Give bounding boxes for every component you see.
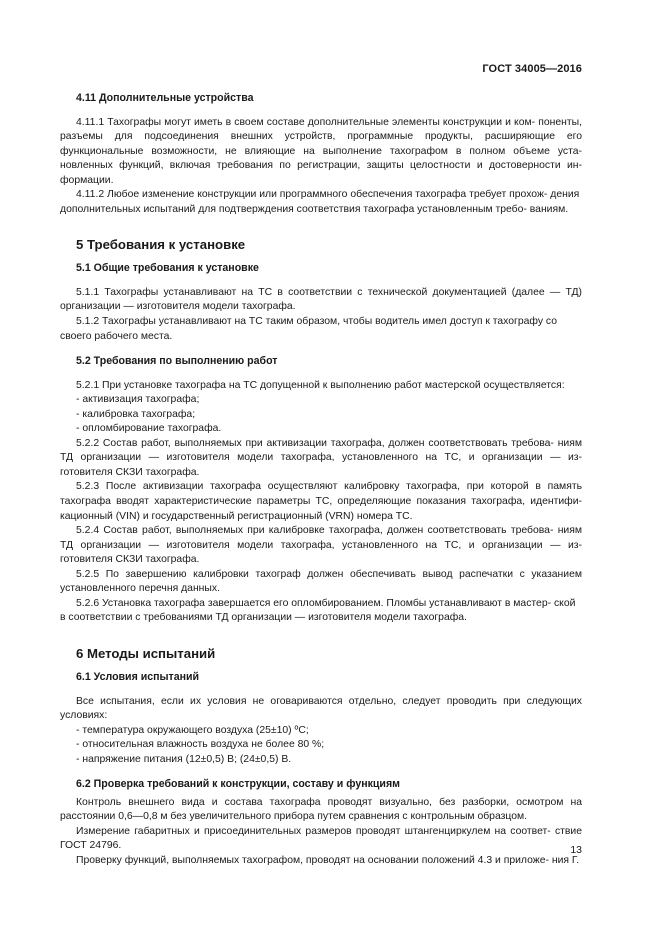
paragraph-5-2-2: 5.2.2 Состав работ, выполняемых при активизации тахографа, должен соответствовать требова- ниям ТД организации — изготовителя модели тахографа, установленного на ТС, и организации — из- готовителя СКЗИ тахографа. bbox=[60, 437, 582, 478]
paragraph-4-11-1: 4.11.1 Тахографы могут иметь в своем составе дополнительные элементы конструкции и ком- поненты, разъемы для подсоединения внешних устройств, программные продукты, расширяющие его функциональные возможности, не влияющие на выполнение тахографом в полном объеме уста- новленных функций, включая требования по регистрации, защиты целостности и достоверности ин- формации. bbox=[60, 116, 583, 186]
paragraph-5-2-4: 5.2.4 Состав работ, выполняемых при калибровке тахографа, должен соответствовать требова- ниям ТД организации — изготовителя модели тахографа, установленного на ТС, и организации — из- готовителя СКЗИ тахографа. bbox=[60, 525, 582, 566]
list-item: - калибровка тахографа; bbox=[76, 408, 196, 420]
section-6-heading: 6 Методы испытаний bbox=[76, 645, 216, 661]
section-6-2-heading: 6.2 Проверка требований к конструкции, составу и функциям bbox=[76, 778, 400, 791]
page-content bbox=[60, 91, 582, 869]
list-item: - опломбирование тахографа. bbox=[76, 423, 222, 435]
paragraph-5-1-2: 5.1.2 Тахографы устанавливают на ТС таким образом, чтобы водитель имел доступ к тахографу со своего рабочего места. bbox=[60, 316, 557, 342]
paragraph-4-11-2: 4.11.2 Любое изменение конструкции или программного обеспечения тахографа требует прохож- дения дополнительных испытаний для подтверждения соответствия тахографа установленным требо- ваниям. bbox=[60, 189, 580, 215]
paragraph-5-2-5: 5.2.5 По завершению калибровки тахограф должен обеспечивать вывод распечатки с указанием установленного перечня данных. bbox=[60, 568, 582, 595]
paragraph-6-2-2: Измерение габаритных и присоединительных размеров проводят штангенциркулем на соответ- ствие ГОСТ 24796. bbox=[60, 825, 582, 852]
paragraph-6-2-3: Проверку функций, выполняемых тахографом, проводят на основании положений 4.3 и приложе- ния Г. bbox=[76, 854, 580, 866]
paragraph-5-2-1: 5.2.1 При установке тахографа на ТС допущенной к выполнению работ мастерской осуществляется: bbox=[76, 379, 565, 391]
list-item: - напряжение питания (12±0,5) В; (24±0,5) В. bbox=[76, 753, 292, 765]
paragraph-5-2-6: 5.2.6 Установка тахографа завершается его опломбированием. Пломбы устанавливают в мастер- ской в соответствии с требованиями ТД организации — изготовителя модели тахографа. bbox=[60, 597, 576, 624]
section-4-11-heading: 4.11 Дополнительные устройства bbox=[76, 92, 254, 104]
list-item: - относительная влажность воздуха не более 80 %; bbox=[76, 739, 325, 751]
list-item: - активизация тахографа; bbox=[76, 394, 200, 406]
section-5-heading: 5 Требования к установке bbox=[76, 237, 246, 253]
paragraph-6-1: Все испытания, если их условия не оговариваются отдельно, следует проводить при следующих условиях: bbox=[60, 695, 582, 722]
paragraph-6-2-1: Контроль внешнего вида и состава тахографа проводят визуально, без разборки, осмотром на расстоянии 0,6—0,8 м без увеличительного прибора путем сравнения с контрольным образцом. bbox=[60, 796, 582, 823]
conditions-list bbox=[60, 724, 582, 768]
section-5-2-heading: 5.2 Требования по выполнению работ bbox=[76, 355, 278, 368]
section-5-1-heading: 5.1 Общие требования к установке bbox=[76, 262, 259, 275]
section-6-1-heading: 6.1 Условия испытаний bbox=[76, 670, 200, 683]
list-item: - температура окружающего воздуха (25±10) ºС; bbox=[76, 724, 309, 736]
page-number: 13 bbox=[570, 844, 582, 856]
work-list bbox=[60, 393, 582, 437]
paragraph-5-2-3: 5.2.3 После активизации тахографа осуществляют калибровку тахографа, при которой в память тахографа вводят характеристические параметры ТС, определяющие показания тахографа, идентифи- кационный (VIN) и государственный регистрационный (VRN) номера ТС. bbox=[60, 481, 582, 522]
document-code: ГОСТ 34005—2016 bbox=[482, 63, 582, 75]
paragraph-5-1-1: 5.1.1 Тахографы устанавливают на ТС в соответствии с технической документацией (далее — ТД) организации — изготовителя модели тахографа. bbox=[60, 286, 582, 313]
